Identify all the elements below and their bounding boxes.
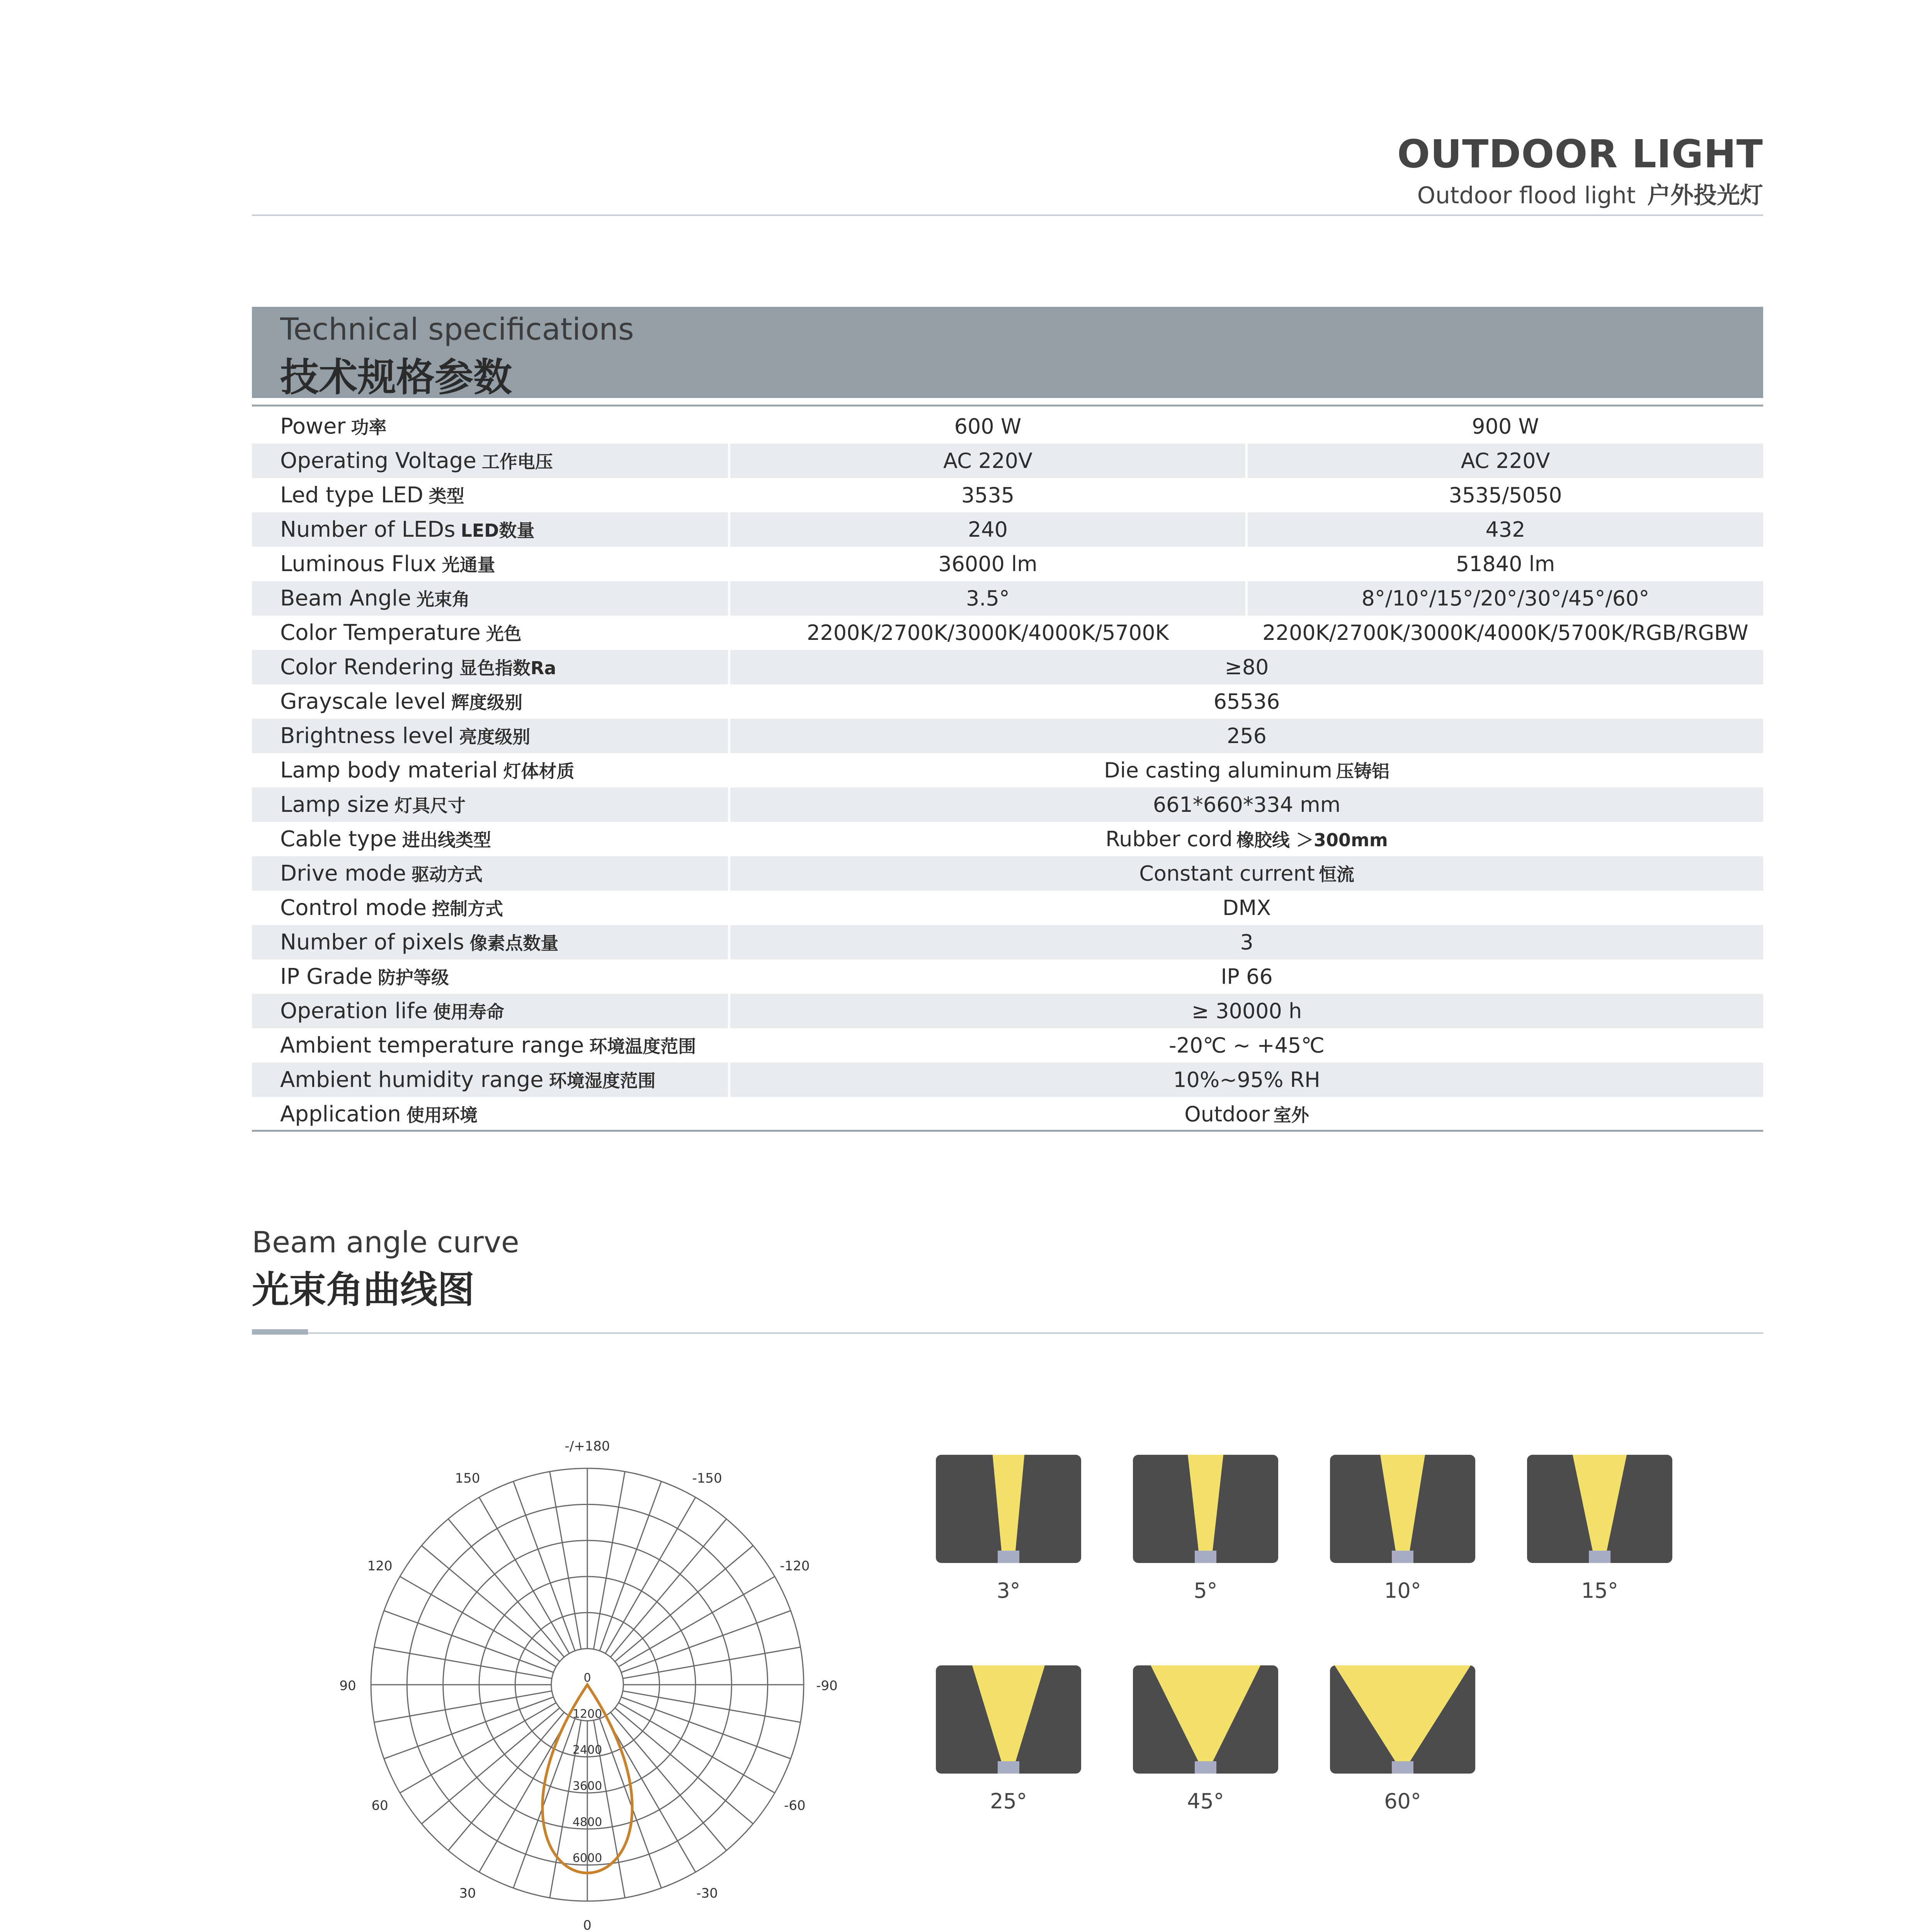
spec-row	[252, 684, 1763, 719]
page-header-title: OUTDOOR LIGHT	[1397, 131, 1763, 177]
spec-row	[252, 650, 1763, 684]
beam-cone	[936, 1455, 1081, 1563]
spec-row	[252, 994, 1763, 1028]
spec-value-text: 3	[1240, 930, 1253, 954]
spec-label-cn: 类型	[429, 486, 464, 507]
spec-value-cn: 压铸铝	[1336, 761, 1389, 782]
spec-label-en: Beam Angle	[280, 586, 411, 611]
spec-label-cn: 显色指数Ra	[459, 658, 556, 679]
polar-spoke	[448, 1712, 564, 1850]
spec-label-en: Operation life	[280, 998, 428, 1024]
spec-row-value	[728, 1097, 1763, 1131]
spec-row-value	[728, 719, 1763, 753]
spec-value-600w: AC 220V	[728, 444, 1245, 478]
spec-row	[252, 787, 1763, 822]
beam-cone	[936, 1665, 1081, 1774]
polar-spoke	[623, 1647, 801, 1679]
spec-label-en: Brightness level	[280, 723, 454, 748]
polar-spoke	[422, 1708, 560, 1824]
polar-angle-label: 60	[371, 1798, 388, 1813]
spec-value-900w: 8°/10°/15°/20°/30°/45°/60°	[1245, 581, 1763, 616]
polar-spoke	[384, 1697, 554, 1759]
spec-label-en: Application	[280, 1102, 401, 1127]
spec-value-text: 661*660*334 mm	[1153, 793, 1341, 817]
polar-radial-label: 3600	[572, 1779, 602, 1793]
spec-row-value	[728, 753, 1763, 787]
subtitle-cn: 户外投光灯	[1647, 182, 1763, 209]
spec-label-en: Control mode	[280, 895, 427, 920]
spec-row-value	[728, 684, 1763, 719]
spec-row-value	[728, 891, 1763, 925]
spec-label-cn: 像素点数量	[469, 933, 559, 954]
spec-label-cn: 驱动方式	[411, 864, 483, 885]
spec-row-value	[728, 925, 1763, 959]
spec-row-label	[252, 925, 728, 959]
spec-label-cn: 防护等级	[378, 967, 449, 988]
spec-label-cn: 光色	[486, 623, 522, 644]
polar-spoke	[422, 1546, 560, 1662]
beam-angle-label: 45°	[1187, 1789, 1224, 1813]
spec-row	[252, 444, 1763, 478]
spec-row-label	[252, 856, 728, 891]
spec-row-label	[252, 822, 728, 856]
polar-angle-label: 120	[367, 1558, 393, 1574]
spec-label-en: Lamp size	[280, 792, 389, 817]
spec-label-cn: 功率	[351, 417, 387, 438]
spec-title-en: Technical specifications	[280, 312, 634, 347]
polar-radial-label: 1200	[572, 1707, 602, 1721]
spec-table	[252, 409, 1763, 1131]
beam-angle-label: 5°	[1194, 1578, 1218, 1603]
polar-angle-label: 90	[339, 1678, 356, 1694]
spec-label-cn: 工作电压	[481, 451, 553, 472]
spec-row	[252, 925, 1763, 959]
polar-angle-label: -30	[696, 1885, 718, 1901]
spec-row-label	[252, 787, 728, 822]
polar-spoke	[621, 1697, 791, 1759]
spec-label-en: Color Temperature	[280, 620, 481, 645]
spec-value-900w: 900 W	[1245, 409, 1763, 444]
polar-spoke	[615, 1708, 753, 1824]
spec-bottom-rule	[252, 1130, 1763, 1132]
polar-angle-label: -/+180	[565, 1439, 610, 1454]
spec-value-600w: 600 W	[728, 409, 1245, 444]
polar-spoke	[611, 1519, 726, 1657]
polar-spoke	[374, 1691, 552, 1722]
beam-divider	[252, 1332, 1763, 1334]
spec-row-label	[252, 684, 728, 719]
subtitle-en: Outdoor flood light	[1417, 182, 1636, 209]
beam-angle-label: 25°	[990, 1789, 1027, 1813]
spec-label-cn: 环境温度范围	[589, 1036, 696, 1057]
spec-value-cn: 恒流	[1318, 864, 1354, 885]
spec-row-label	[252, 1097, 728, 1131]
spec-row	[252, 1028, 1763, 1063]
spec-value-text: Die casting aluminum	[1104, 758, 1332, 782]
spec-row	[252, 1063, 1763, 1097]
header-divider	[252, 214, 1763, 216]
spec-row-label	[252, 512, 728, 547]
polar-angle-label: 0	[583, 1918, 592, 1932]
spec-row-label	[252, 1028, 728, 1063]
spec-value-900w: 51840 lm	[1245, 547, 1763, 581]
spec-row-label	[252, 581, 728, 616]
polar-spoke	[600, 1719, 662, 1888]
spec-row-value	[728, 1063, 1763, 1097]
spec-label-cn: 灯具尺寸	[395, 795, 466, 816]
spec-value-600w: 3.5°	[728, 581, 1245, 616]
spec-value-text: -20℃ ~ +45℃	[1168, 1033, 1325, 1058]
spec-label-cn: 使用环境	[406, 1105, 478, 1126]
spec-label-en: Luminous Flux	[280, 551, 437, 577]
spec-row-label	[252, 1063, 728, 1097]
beam-angle-icon	[936, 1455, 1081, 1563]
spec-label-cn: 进出线类型	[402, 830, 491, 850]
spec-row-label	[252, 478, 728, 512]
beam-cone	[1330, 1665, 1475, 1774]
spec-value-text: DMX	[1222, 896, 1271, 920]
spec-value-text: ≥80	[1225, 655, 1269, 679]
polar-angle-label: 150	[455, 1471, 480, 1486]
spec-value-text: Outdoor	[1184, 1102, 1270, 1126]
spec-value-cn: 室外	[1273, 1105, 1309, 1126]
spec-value-600w: 3535	[728, 478, 1245, 512]
spec-row	[252, 547, 1763, 581]
spec-row	[252, 891, 1763, 925]
polar-spoke	[615, 1546, 753, 1662]
spec-row-value	[728, 787, 1763, 822]
spec-row-value	[728, 1028, 1763, 1063]
polar-angle-label: -120	[780, 1558, 810, 1574]
beam-angle-icon	[1133, 1455, 1278, 1563]
polar-spoke	[621, 1611, 791, 1672]
beam-divider-accent	[252, 1329, 308, 1335]
page-header-subtitle	[1417, 177, 1763, 210]
polar-beam-chart	[309, 1383, 889, 1932]
spec-label-cn: 光束角	[416, 589, 470, 610]
spec-row-value	[728, 822, 1763, 856]
spec-row	[252, 959, 1763, 994]
spec-label-en: IP Grade	[280, 964, 372, 989]
polar-spoke	[374, 1647, 552, 1679]
spec-row	[252, 1097, 1763, 1131]
spec-title-cn: 技术规格参数	[280, 355, 512, 400]
beam-angle-label: 15°	[1581, 1578, 1618, 1603]
spec-label-cn: 辉度级别	[451, 692, 523, 713]
spec-top-rule	[252, 405, 1763, 406]
spec-row	[252, 478, 1763, 512]
polar-spoke	[600, 1481, 662, 1651]
beam-cone	[1133, 1455, 1278, 1563]
spec-label-cn: 亮度级别	[459, 726, 531, 747]
spec-value-text: 10%~95% RH	[1173, 1068, 1320, 1092]
spec-label-en: Number of pixels	[280, 930, 464, 955]
spec-label-en: Led type LED	[280, 483, 423, 508]
beam-angle-icon	[1527, 1455, 1672, 1563]
polar-angle-label: -150	[692, 1471, 722, 1486]
polar-radial-label: 6000	[572, 1851, 602, 1865]
spec-row	[252, 512, 1763, 547]
spec-label-en: Number of LEDs	[280, 517, 456, 542]
spec-row-value	[728, 856, 1763, 891]
spec-value-text: IP 66	[1221, 964, 1273, 989]
polar-spoke	[384, 1611, 554, 1672]
polar-spoke	[550, 1472, 581, 1650]
beam-angle-label: 60°	[1384, 1789, 1421, 1813]
spec-label-en: Drive mode	[280, 861, 406, 886]
polar-spoke	[623, 1691, 801, 1722]
polar-spoke	[513, 1719, 575, 1888]
spec-row	[252, 822, 1763, 856]
spec-row-label	[252, 719, 728, 753]
spec-value-900w: 3535/5050	[1245, 478, 1763, 512]
spec-row-label	[252, 409, 728, 444]
spec-label-en: Grayscale level	[280, 689, 446, 714]
beam-title-cn: 光束角曲线图	[252, 1268, 474, 1311]
spec-value-text: 256	[1226, 724, 1267, 748]
spec-row-value	[728, 650, 1763, 684]
spec-row	[252, 753, 1763, 787]
spec-label-cn: 使用寿命	[433, 1002, 504, 1022]
polar-angle-label: -90	[816, 1678, 838, 1694]
spec-row-label	[252, 994, 728, 1028]
spec-value-600w: 36000 lm	[728, 547, 1245, 581]
spec-row	[252, 581, 1763, 616]
spec-value-900w: 432	[1245, 512, 1763, 547]
spec-value-cn: 橡胶线 ＞300mm	[1236, 830, 1388, 850]
spec-value-text: Rubber cord	[1105, 827, 1233, 851]
spec-row	[252, 719, 1763, 753]
polar-radial-label: 0	[583, 1671, 591, 1685]
spec-row-label	[252, 547, 728, 581]
spec-label-en: Power	[280, 414, 346, 439]
spec-row-label	[252, 891, 728, 925]
spec-value-text: ≥ 30000 h	[1191, 999, 1302, 1023]
spec-row-value	[728, 994, 1763, 1028]
spec-row	[252, 616, 1763, 650]
spec-label-cn: LED数量	[461, 520, 535, 541]
spec-row	[252, 409, 1763, 444]
spec-row-label	[252, 650, 728, 684]
spec-label-cn: 控制方式	[432, 898, 503, 919]
spec-label-en: Cable type	[280, 827, 397, 852]
spec-label-en: Color Rendering	[280, 655, 454, 680]
polar-spoke	[513, 1481, 575, 1651]
beam-cone	[1133, 1665, 1278, 1774]
polar-radial-label: 4800	[572, 1815, 602, 1829]
spec-value-600w: 240	[728, 512, 1245, 547]
beam-title-en: Beam angle curve	[252, 1225, 519, 1259]
spec-label-cn: 环境湿度范围	[549, 1070, 656, 1091]
spec-row	[252, 856, 1763, 891]
spec-row-label	[252, 753, 728, 787]
spec-label-en: Lamp body material	[280, 758, 498, 783]
spec-label-cn: 光通量	[442, 554, 495, 575]
polar-angle-label: 30	[459, 1885, 476, 1901]
beam-angle-icon	[936, 1665, 1081, 1774]
spec-label-en: Ambient humidity range	[280, 1067, 544, 1092]
spec-value-900w: AC 220V	[1245, 444, 1763, 478]
spec-value-text: 65536	[1213, 689, 1280, 714]
beam-cone	[1527, 1455, 1672, 1563]
spec-label-en: Ambient temperature range	[280, 1033, 584, 1058]
spec-row-label	[252, 616, 728, 650]
beam-angle-icon	[1133, 1665, 1278, 1774]
spec-value-text: Constant current	[1139, 861, 1315, 886]
polar-spoke	[594, 1472, 625, 1650]
spec-label-en: Operating Voltage	[280, 448, 476, 473]
spec-value-900w: 2200K/2700K/3000K/4000K/5700K/RGB/RGBW	[1245, 616, 1763, 650]
beam-cone	[1330, 1455, 1475, 1563]
polar-spoke	[611, 1712, 726, 1850]
polar-angle-label: -60	[784, 1798, 806, 1813]
spec-row-label	[252, 444, 728, 478]
spec-row-label	[252, 959, 728, 994]
beam-angle-icon	[1330, 1455, 1475, 1563]
spec-label-cn: 灯体材质	[503, 761, 575, 782]
polar-spoke	[448, 1519, 564, 1657]
beam-angle-icon	[1330, 1665, 1475, 1774]
beam-angle-label: 3°	[997, 1578, 1020, 1603]
spec-value-600w: 2200K/2700K/3000K/4000K/5700K	[728, 616, 1245, 650]
beam-angle-label: 10°	[1384, 1578, 1421, 1603]
polar-radial-label: 2400	[572, 1743, 602, 1757]
spec-row-value	[728, 959, 1763, 994]
